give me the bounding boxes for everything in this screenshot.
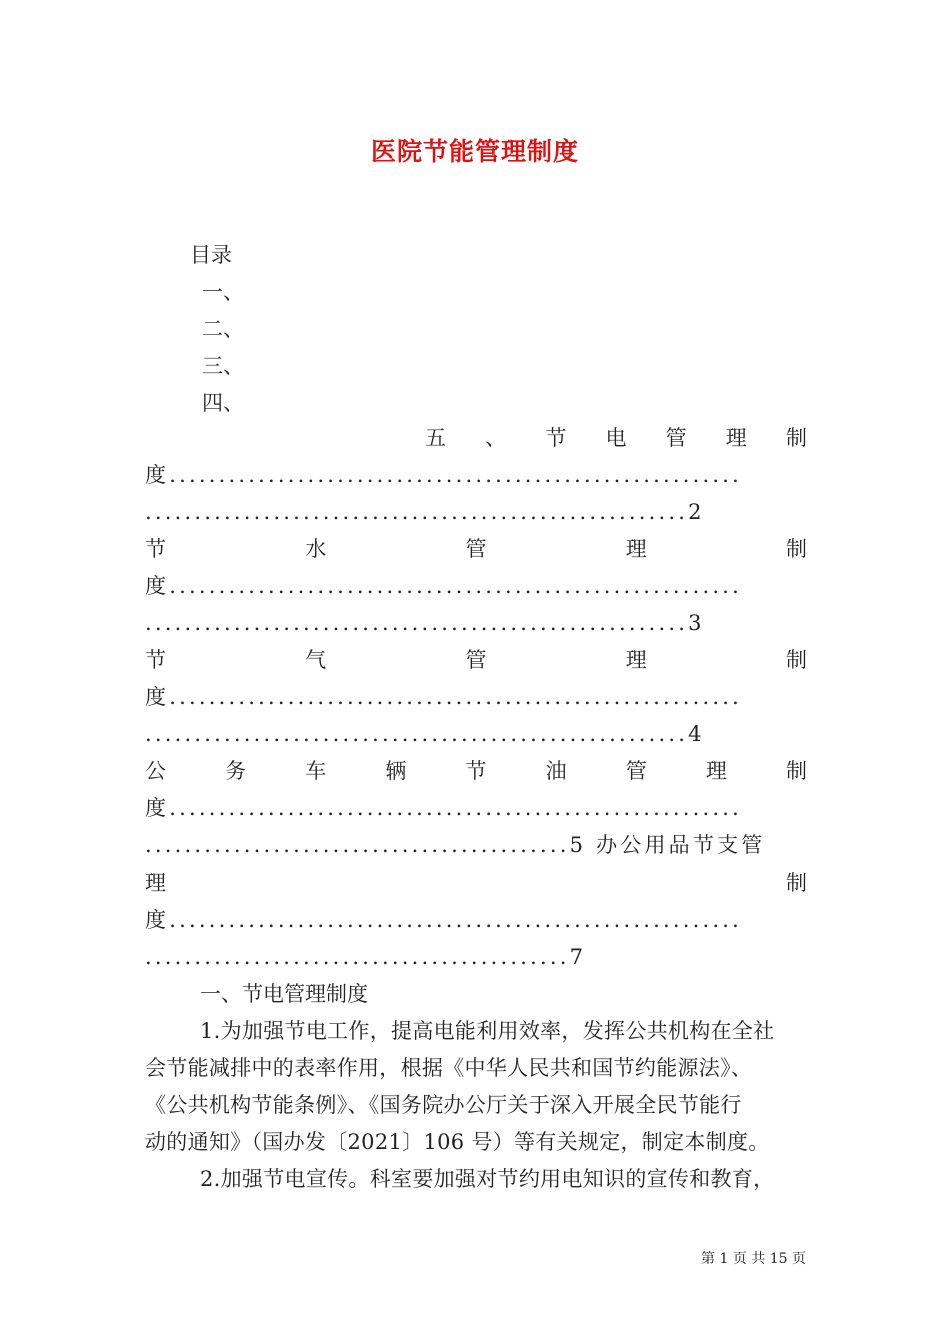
toc-char: 车 bbox=[305, 759, 327, 783]
toc-entry-4-leader: 度.......................................................... bbox=[145, 796, 742, 820]
toc-char: 管 bbox=[465, 537, 487, 561]
toc-char: 节 bbox=[145, 648, 166, 672]
toc-entry-4-page: ...........................................5 办公用品节支管 bbox=[145, 833, 766, 857]
paragraph-1-line-1: 1.为加强节电工作，提高电能利用效率，发挥公共机构在全社 bbox=[200, 1019, 775, 1043]
toc-char: 管 bbox=[665, 426, 687, 450]
toc-char: 理 bbox=[625, 537, 647, 561]
toc-entry-5-page: ...........................................7 bbox=[145, 945, 587, 969]
toc-char: 理 bbox=[725, 426, 747, 450]
document-title: 医院节能管理制度 bbox=[370, 137, 579, 166]
toc-char: 管 bbox=[625, 759, 647, 783]
toc-char: 理 bbox=[625, 648, 647, 672]
toc-char: 节 bbox=[145, 537, 166, 561]
toc-char: 水 bbox=[305, 537, 327, 561]
toc-number-2: 二、 bbox=[202, 317, 244, 341]
toc-entry-5-leader: 度.......................................................... bbox=[145, 908, 742, 932]
paragraph-1-line-4: 动的通知》（国办发〔2021〕106 号）等有关规定，制定本制度。 bbox=[145, 1130, 770, 1154]
toc-char: 制 bbox=[786, 537, 807, 561]
toc-label: 目录 bbox=[190, 243, 232, 267]
toc-entry-3-leader: 度.......................................................... bbox=[145, 685, 742, 709]
toc-char: 制 bbox=[785, 426, 807, 450]
toc-char: 辆 bbox=[385, 759, 407, 783]
toc-char: 制 bbox=[786, 648, 807, 672]
toc-char: 管 bbox=[465, 648, 487, 672]
toc-char: 公 bbox=[145, 759, 166, 783]
paragraph-1-line-2: 会节能减排中的表率作用，根据《中华人民共和国节约能源法》、 bbox=[145, 1056, 753, 1080]
toc-entry-2-leader: 度.......................................................... bbox=[145, 574, 742, 598]
toc-number-4: 四、 bbox=[202, 391, 244, 415]
toc-entry-3-page: .......................................................4 bbox=[145, 722, 705, 746]
toc-char: 五 bbox=[425, 426, 446, 450]
toc-number-3: 三、 bbox=[202, 354, 244, 378]
toc-entry-1-page: .......................................................2 bbox=[145, 500, 705, 524]
toc-char: 制 bbox=[786, 759, 807, 783]
toc-entry-2-heading bbox=[145, 531, 807, 568]
page-footer: 第 1 页 共 15 页 bbox=[701, 1251, 806, 1267]
toc-char: 理 bbox=[705, 759, 727, 783]
toc-entry-4-heading bbox=[145, 753, 807, 790]
toc-entry-1-leader: 度.......................................................... bbox=[145, 463, 742, 487]
toc-entry-2-page: .......................................................3 bbox=[145, 611, 705, 635]
toc-entry-3-heading bbox=[145, 642, 807, 679]
paragraph-1-line-3: 《公共机构节能条例》、《国务院办公厅关于深入开展全民节能行 bbox=[145, 1093, 742, 1117]
section-heading: 一、节电管理制度 bbox=[200, 982, 368, 1006]
toc-char: 节 bbox=[545, 426, 567, 450]
toc-char: 制 bbox=[786, 871, 807, 895]
toc-char: 、 bbox=[485, 426, 507, 450]
toc-char: 理 bbox=[145, 871, 166, 895]
paragraph-2-line-1: 2.加强节电宣传。科室要加强对节约用电知识的宣传和教育， bbox=[200, 1167, 775, 1191]
toc-number-1: 一、 bbox=[202, 280, 244, 304]
toc-entry-1-heading bbox=[425, 420, 807, 457]
toc-char: 油 bbox=[545, 759, 567, 783]
toc-entry-5-heading bbox=[145, 865, 807, 902]
toc-char: 节 bbox=[465, 759, 487, 783]
toc-char: 务 bbox=[225, 759, 247, 783]
toc-char: 气 bbox=[305, 648, 327, 672]
toc-char: 电 bbox=[605, 426, 627, 450]
